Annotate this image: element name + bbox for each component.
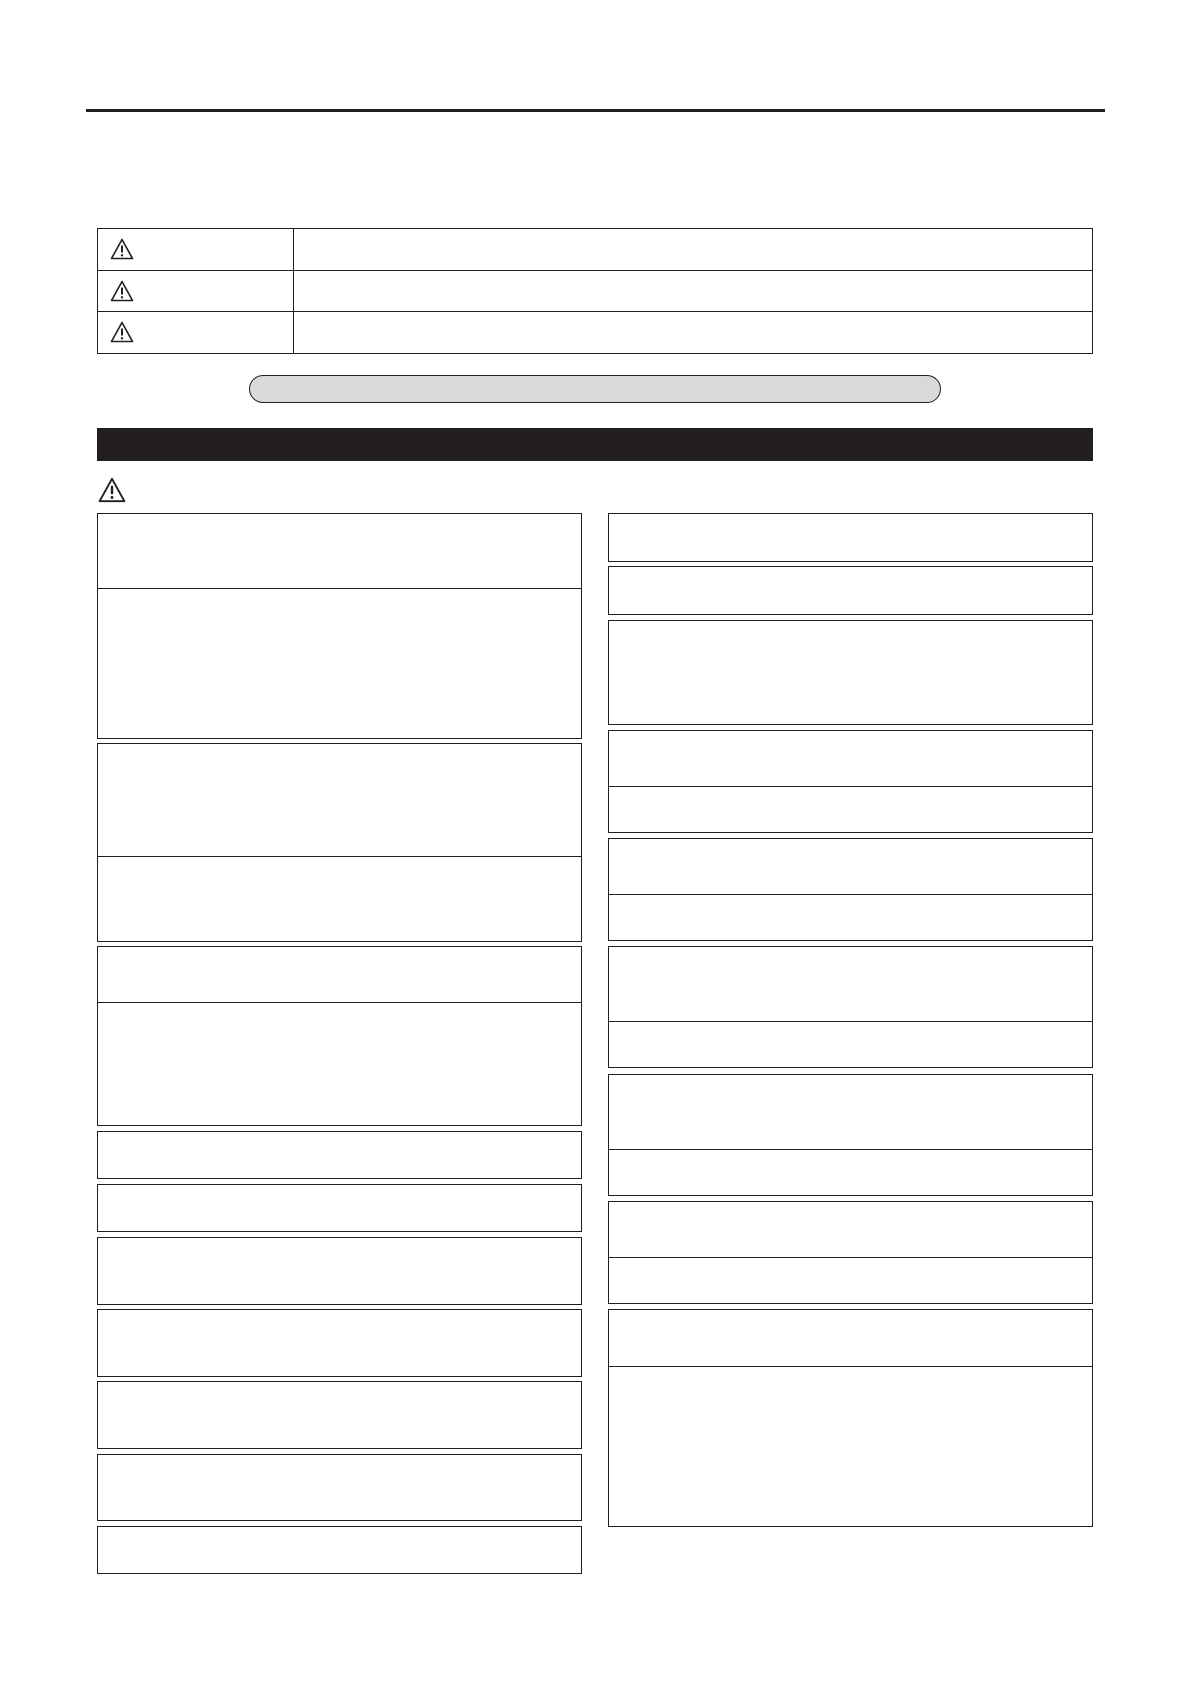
warning-text: [609, 1075, 1092, 1149]
warning-text: [609, 1149, 1092, 1195]
legend-row: [98, 270, 1092, 312]
warning-text: [609, 894, 1092, 940]
warning-box: [97, 1309, 582, 1377]
section-heading-bar: [97, 428, 1093, 461]
warning-text: [609, 514, 1092, 561]
warning-triangle-icon: [97, 477, 127, 503]
warning-text: [609, 1202, 1092, 1257]
warning-text: [98, 588, 581, 738]
warning-text: [609, 1257, 1092, 1303]
warning-box: [97, 1131, 582, 1179]
warning-text: [98, 1527, 581, 1573]
warning-box: [608, 1201, 1093, 1304]
warning-box: [97, 946, 582, 1126]
warning-box: [97, 513, 582, 739]
warning-box: [608, 1309, 1093, 1527]
warning-box: [608, 946, 1093, 1068]
warning-box: [608, 620, 1093, 725]
warning-box: [97, 1381, 582, 1449]
page-title: [96, 150, 1086, 190]
warning-text: [98, 1310, 581, 1376]
legend-symbol-cell: [98, 271, 294, 312]
warning-box: [608, 513, 1093, 562]
legend-row: [98, 229, 1092, 270]
warning-text: [98, 1132, 581, 1178]
warning-text: [98, 1002, 581, 1125]
symbol-legend-table: [97, 228, 1093, 354]
warning-text: [98, 947, 581, 1002]
legend-symbol-cell: [98, 312, 294, 353]
header-rule: [86, 109, 1105, 112]
warning-box: [97, 1184, 582, 1232]
warning-text: [609, 947, 1092, 1021]
warning-box: [97, 743, 582, 942]
warning-box: [97, 1454, 582, 1521]
warning-box: [608, 730, 1093, 833]
section-warning-label: [97, 477, 497, 505]
warning-box: [608, 566, 1093, 615]
warning-text: [609, 567, 1092, 614]
warning-text: [609, 1366, 1092, 1526]
warning-box: [97, 1237, 582, 1305]
warning-text: [609, 621, 1092, 724]
warning-text: [98, 514, 581, 588]
notice-banner: [249, 375, 941, 403]
warning-triangle-icon: [110, 280, 134, 302]
warning-text: [609, 1021, 1092, 1067]
legend-row: [98, 311, 1092, 353]
warning-triangle-icon: [110, 238, 134, 260]
warning-text: [98, 856, 581, 941]
warning-box: [97, 1526, 582, 1574]
warning-text: [98, 1455, 581, 1520]
warning-box: [608, 838, 1093, 941]
warning-text: [98, 744, 581, 856]
warning-text: [609, 839, 1092, 894]
warning-text: [609, 786, 1092, 832]
warning-text: [98, 1238, 581, 1304]
legend-symbol-cell: [98, 229, 294, 270]
warning-text: [98, 1382, 581, 1448]
warning-text: [609, 731, 1092, 786]
warning-text: [609, 1310, 1092, 1366]
warning-text: [98, 1185, 581, 1231]
warning-triangle-icon: [110, 321, 134, 343]
warning-box: [608, 1074, 1093, 1196]
